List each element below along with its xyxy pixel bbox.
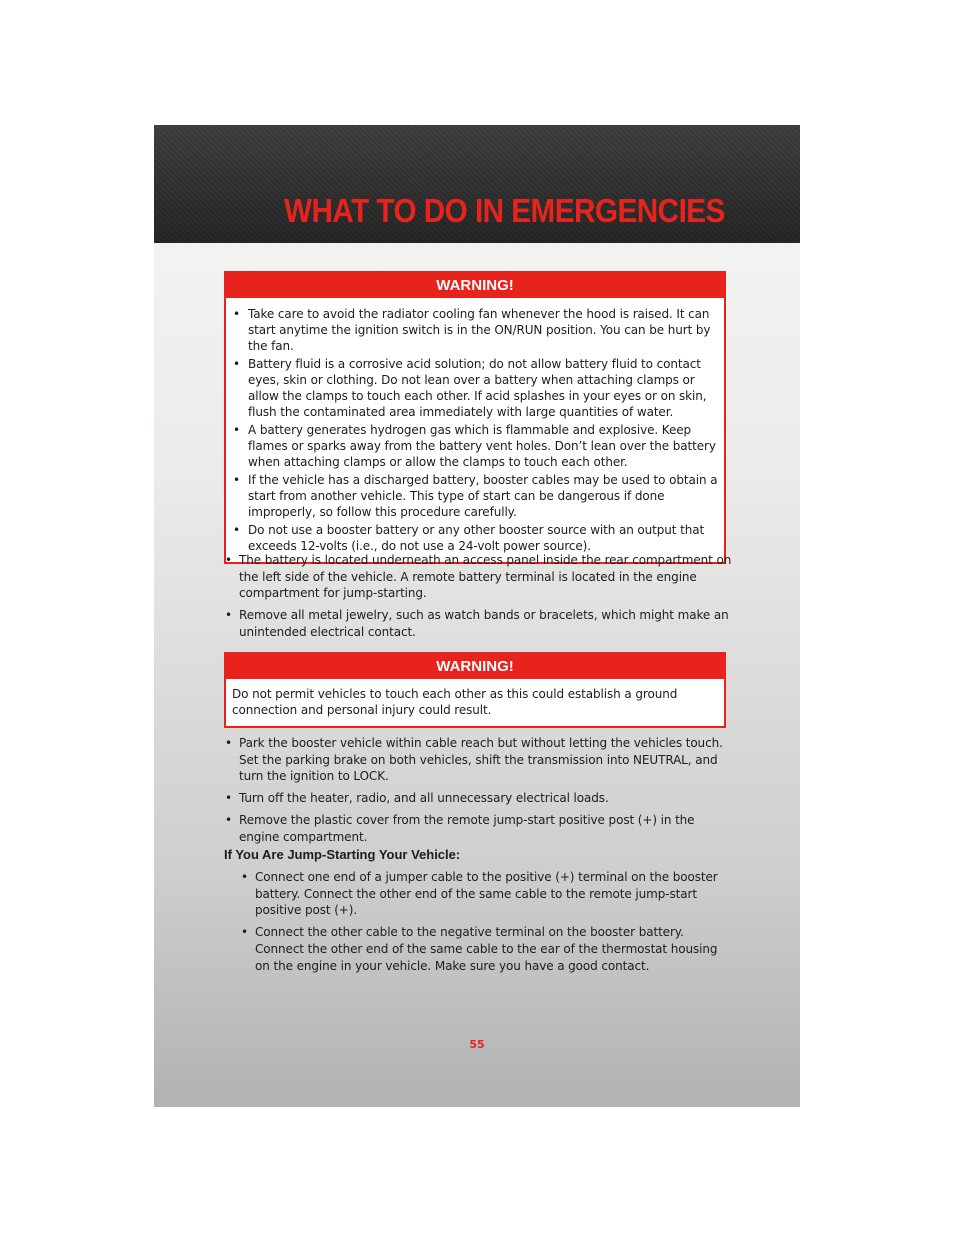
list-item: • The battery is located underneath an access panel inside the rear compartment on the left side of the vehicle. A remote battery terminal is located in the engine compartment for jump-starting. bbox=[224, 552, 734, 602]
warning-item: • Battery fluid is a corrosive acid solution; do not allow battery fluid to contact eyes, skin or clothing. Do not lean over a battery when attaching clamps or allow the clamps to touch each other. If acid splashes in your eyes or on skin, flush the contaminated area immediately with large quantities of water. bbox=[232, 356, 718, 420]
list-item: • Connect the other cable to the negative terminal on the booster battery. Connect the other end of the same cable to the ear of the thermostat housing on the engine in your vehicle. Make sure you have a good contact. bbox=[240, 924, 730, 974]
warning-box-vehicle-contact bbox=[224, 652, 726, 728]
list-item: • Remove all metal jewelry, such as watch bands or bracelets, which might make an unintended electrical contact. bbox=[224, 607, 734, 640]
list-item: • Connect one end of a jumper cable to the positive (+) terminal on the booster battery. Connect the other end of the same cable to the remote jump-start positive post (+). bbox=[240, 869, 730, 919]
list-item: • Remove the plastic cover from the remote jump-start positive post (+) in the engine compartment. bbox=[224, 812, 730, 845]
warning-title: WARNING! bbox=[226, 273, 724, 298]
warning-item: • Do not use a booster battery or any other booster source with an output that exceeds 12-volts (i.e., do not use a 24-volt power source). bbox=[232, 522, 718, 554]
warning-title: WARNING! bbox=[226, 654, 724, 679]
page-number: 55 bbox=[469, 1038, 485, 1051]
warning-item: • If the vehicle has a discharged battery, booster cables may be used to obtain a start from another vehicle. This type of start can be dangerous if done improperly, so follow this procedure carefully. bbox=[232, 472, 718, 520]
battery-location-list bbox=[224, 552, 734, 646]
warning-list bbox=[226, 298, 724, 562]
section-header bbox=[154, 125, 800, 243]
warning-item: • Take care to avoid the radiator cooling fan whenever the hood is raised. It can start anytime the ignition switch is in the ON/RUN position. You can be hurt by the fan. bbox=[232, 306, 718, 354]
warning-text: Do not permit vehicles to touch each other as this could establish a ground connection and personal injury could result. bbox=[232, 687, 678, 717]
manual-page bbox=[154, 125, 800, 1107]
preparation-list bbox=[224, 735, 730, 850]
subheading: If You Are Jump-Starting Your Vehicle: bbox=[224, 847, 461, 862]
warning-box-battery bbox=[224, 271, 726, 564]
page-title: WHAT TO DO IN EMERGENCIES bbox=[284, 192, 725, 229]
list-item: • Turn off the heater, radio, and all unnecessary electrical loads. bbox=[224, 790, 730, 807]
jump-start-steps-list bbox=[240, 869, 730, 979]
warning-item: • A battery generates hydrogen gas which is flammable and explosive. Keep flames or sparks away from the battery vent holes. Don’t lean over the battery when attaching clamps or allow the clamps to touch each other. bbox=[232, 422, 718, 470]
list-item: • Park the booster vehicle within cable reach but without letting the vehicles touch. Set the parking brake on both vehicles, shift the transmission into NEUTRAL, and turn the ignition to LOCK. bbox=[224, 735, 730, 785]
